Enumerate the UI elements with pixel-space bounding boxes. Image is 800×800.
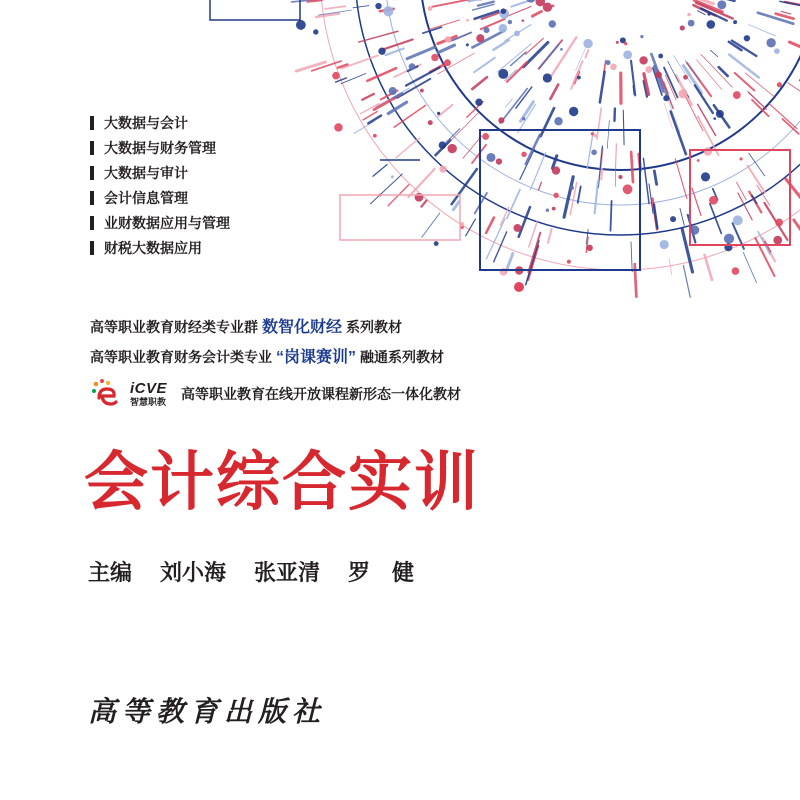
bar-bullet-icon (90, 241, 94, 255)
series-item (90, 163, 230, 188)
series-item (90, 113, 230, 138)
series-line-suffix: 融通系列教材 (360, 349, 445, 365)
bar-bullet-icon (90, 141, 94, 155)
editor-name: 张亚清 (254, 560, 321, 585)
bar-bullet-icon (90, 166, 94, 180)
series-item (90, 138, 230, 163)
bar-bullet-icon (90, 216, 94, 230)
series-line-fintech (90, 314, 402, 337)
series-line-suffix: 系列教材 (346, 319, 403, 335)
series-highlight: 数智化财经 (262, 319, 343, 336)
editor-role: 主编 (88, 560, 133, 585)
editors-line (88, 556, 442, 587)
icve-logo-text (130, 381, 167, 407)
series-line-prefix: 高等职业教育财经类专业群 (90, 319, 258, 335)
book-title: 会计综合实训 (84, 446, 480, 518)
icve-logo-icon (90, 377, 128, 411)
bar-bullet-icon (90, 116, 94, 130)
editor-name: 罗 健 (348, 560, 415, 585)
series-item (90, 213, 230, 238)
series-item-label: 业财数据应用与管理 (104, 215, 230, 231)
series-item-label: 会计信息管理 (104, 190, 188, 206)
editor-name: 刘小海 (160, 560, 227, 585)
series-item-label: 大数据与会计 (104, 115, 188, 131)
icve-logo-cn: 智慧职教 (130, 397, 167, 407)
series-item (90, 188, 230, 213)
icve-description: 高等职业教育在线开放课程新形态一体化教材 (181, 386, 462, 402)
series-highlight: “岗课赛训” (276, 349, 357, 366)
series-item-label: 大数据与财务管理 (104, 140, 216, 156)
bar-bullet-icon (90, 191, 94, 205)
publisher-name: 高等教育出版社 (88, 695, 327, 728)
series-line-integration (90, 344, 444, 367)
series-item-label: 财税大数据应用 (104, 240, 202, 256)
series-item-label: 大数据与审计 (104, 165, 188, 181)
icve-logo-word: iCVE (130, 380, 168, 397)
related-series-list (90, 113, 230, 263)
icve-row (90, 376, 461, 412)
series-item (90, 238, 230, 263)
series-line-prefix: 高等职业教育财务会计类专业 (90, 349, 272, 365)
